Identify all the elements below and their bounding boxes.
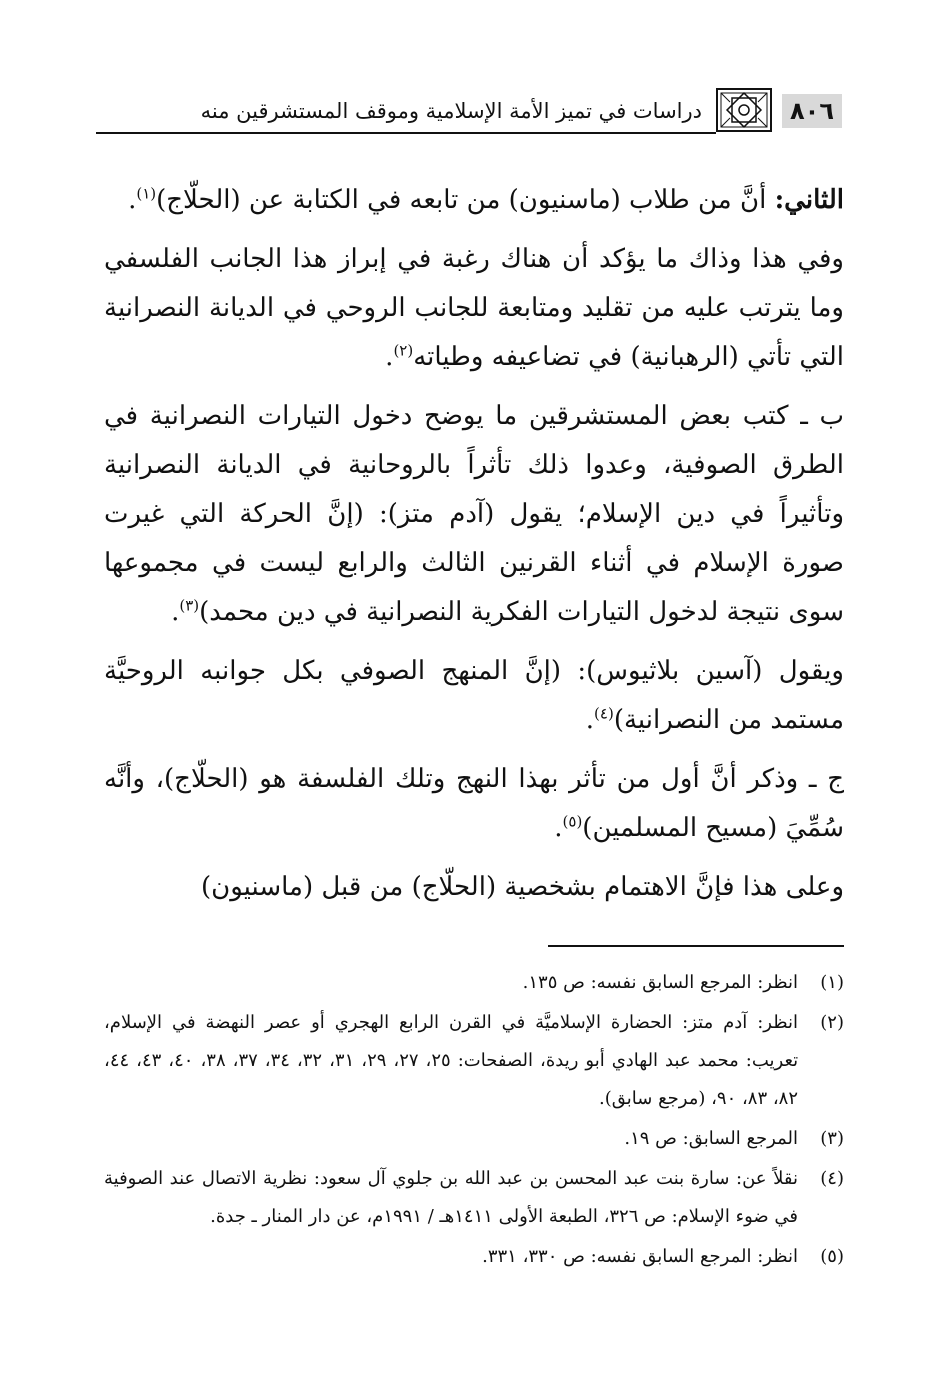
footnote-marker: (٤) [594, 704, 614, 723]
footnote-number: (٢) [820, 1012, 844, 1033]
footnote-marker: (١) [136, 184, 157, 203]
footnote-text: المرجع السابق: ص ١٩. [624, 1128, 798, 1149]
paragraph-3 [104, 392, 844, 637]
paragraph-end: . [171, 597, 180, 627]
paragraph-5 [104, 755, 844, 853]
paragraph-2 [104, 235, 844, 382]
footnote-2 [104, 1004, 844, 1118]
running-header [96, 88, 842, 136]
footnote-3 [104, 1120, 844, 1158]
main-text [104, 176, 844, 922]
paragraph-end: . [554, 813, 563, 843]
paragraph-end: . [128, 185, 137, 215]
islamic-star-ornament-icon [716, 88, 772, 132]
footnote-number: (١) [820, 972, 844, 993]
footnote-marker: (٣) [179, 596, 200, 615]
footnote-marker: (٥) [562, 812, 583, 831]
paragraph-6 [104, 863, 844, 912]
footnote-marker: (٢) [393, 341, 414, 360]
paragraph-1 [104, 176, 844, 225]
page-number: ٨٠٦ [782, 94, 842, 128]
footnotes [104, 964, 844, 1278]
footnote-5 [104, 1238, 844, 1276]
paragraph-4 [104, 647, 844, 745]
footnote-text: انظر: المرجع السابق نفسه: ص ٣٣٠، ٣٣١. [482, 1246, 798, 1267]
footnote-separator [548, 945, 844, 947]
paragraph-text: ب ـ كتب بعض المستشرقين ما يوضح دخول التيارات النصرانية في الطرق الصوفية، وعدوا ذلك تأثراً بالروحانية في الديانة النصرانية وتأثيراً في دين الإسلام؛ يقول (آدم متز): (إنَّ الحركة التي غيرت صورة الإسلام في أثناء القرنين الثالث والرابع ليست في مجموعها سوى نتيجة لدخول التيارات الفكرية النصرانية في دين محمد) [104, 401, 844, 627]
footnote-text: انظر: آدم متز: الحضارة الإسلاميَّة في القرن الرابع الهجري أو عصر النهضة في الإسلام، تعريب: محمد عبد الهادي أبو ريدة، الصفحات: ٢٥، ٢٧، ٢٩، ٣١، ٣٢، ٣٤، ٣٧، ٣٨، ٤٠، ٤٣، ٤٤، ٨٢، ٨٣، ٩٠، (مرجع سابق). [104, 1012, 799, 1109]
header-rule [96, 132, 716, 134]
running-title: دراسات في تميز الأمة الإسلامية وموقف المستشرقين منه [200, 99, 702, 123]
paragraph-text: ج ـ وذكر أنَّ أول من تأثر بهذا النهج وتلك الفلسفة هو (الحلّاج)، وأنَّه سُمِّيَ (مسيح المسلمين) [104, 764, 845, 843]
paragraph-lead: الثاني: [774, 185, 844, 215]
paragraph-text: وفي هذا وذاك ما يؤكد أن هناك رغبة في إبراز هذا الجانب الفلسفي وما يترتب عليه من تقليد ومتابعة للجانب الروحي في الديانة النصرانية التي تأتي (الرهبانية) في تضاعيفه وطياته [104, 244, 844, 372]
footnote-1 [104, 964, 844, 1002]
footnote-number: (٥) [820, 1246, 844, 1267]
footnote-text: نقلاً عن: سارة بنت عبد المحسن بن عبد الله بن جلوي آل سعود: نظرية الاتصال عند الصوفية في ضوء الإسلام: ص ٣٢٦، الطبعة الأولى ١٤١١هـ / ١٩٩١م، عن دار المنار ـ جدة. [104, 1168, 798, 1227]
footnote-4 [104, 1160, 844, 1236]
footnote-text: انظر: المرجع السابق نفسه: ص ١٣٥. [522, 972, 798, 993]
paragraph-end: . [585, 705, 595, 735]
paragraph-text: أنَّ من طلاب (ماسنيون) من تابعه في الكتابة عن (الحلّاج) [156, 185, 767, 215]
footnote-number: (٤) [820, 1168, 844, 1189]
paragraph-text: وعلى هذا فإنَّ الاهتمام بشخصية (الحلّاج) من قبل (ماسنيون) [200, 872, 844, 902]
paragraph-text: ويقول (آسين بلاثيوس): (إنَّ المنهج الصوفي بكل جوانبه الروحيَّة مستمد من النصرانية) [104, 656, 844, 735]
footnote-number: (٣) [820, 1128, 844, 1149]
paragraph-end: . [385, 342, 394, 372]
